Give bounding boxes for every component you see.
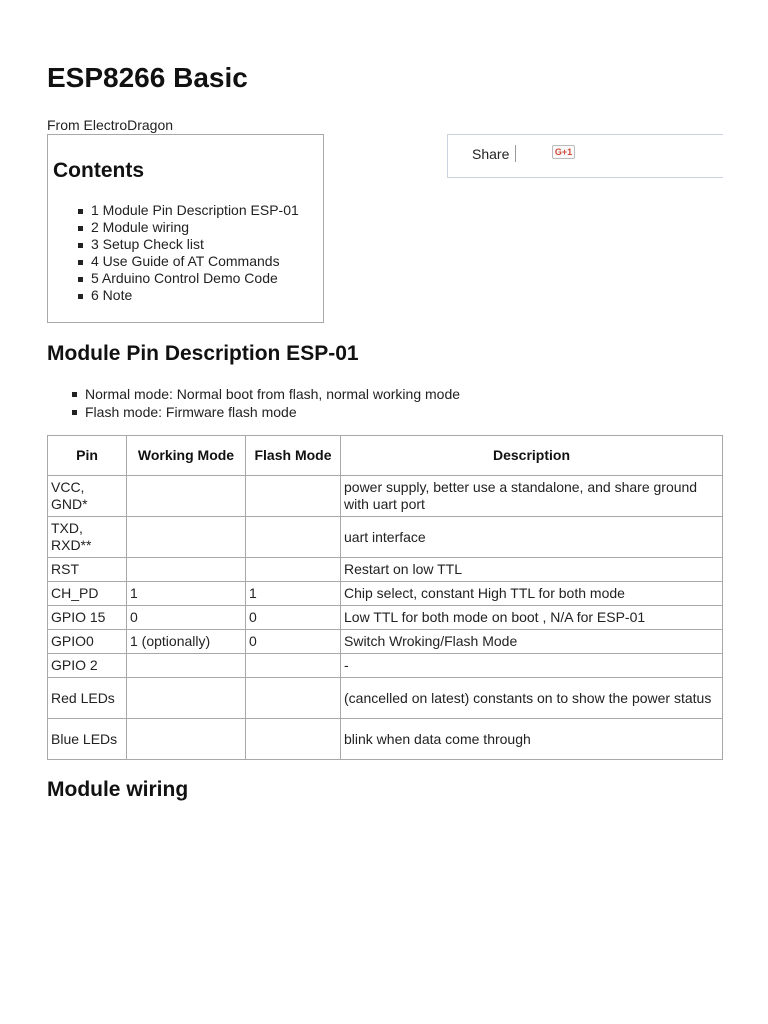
cell-pin: CH_PD (48, 582, 127, 606)
cell-flash-mode: 1 (246, 582, 341, 606)
table-row (48, 654, 723, 678)
toc-item[interactable] (48, 253, 299, 270)
cell-description: Switch Wroking/Flash Mode (341, 630, 723, 654)
cell-description: uart interface (341, 517, 723, 558)
column-header-flash-mode: Flash Mode (246, 436, 341, 476)
cell-pin: Red LEDs (48, 678, 127, 719)
bullet-icon (78, 294, 83, 299)
table-row (48, 678, 723, 719)
cell-working-mode (127, 476, 246, 517)
cell-pin: RST (48, 558, 127, 582)
column-header-description: Description (341, 436, 723, 476)
section-heading-module-wiring: Module wiring (47, 778, 189, 801)
toc-item-label[interactable]: 3 Setup Check list (91, 236, 204, 252)
cell-description: - (341, 654, 723, 678)
toc-item-label[interactable]: 1 Module Pin Description ESP-01 (91, 202, 299, 218)
table-row (48, 630, 723, 654)
table-row (48, 606, 723, 630)
cell-working-mode: 1 (optionally) (127, 630, 246, 654)
table-row (48, 582, 723, 606)
share-widget (447, 134, 723, 178)
cell-flash-mode (246, 654, 341, 678)
table-row (48, 517, 723, 558)
toc-item-label[interactable]: 5 Arduino Control Demo Code (91, 270, 278, 286)
cell-description: (cancelled on latest) constants on to show the power status (341, 678, 723, 719)
toc-item-label[interactable]: 2 Module wiring (91, 219, 190, 235)
cell-pin: TXD, RXD** (48, 517, 127, 558)
cell-pin: GPIO 15 (48, 606, 127, 630)
share-divider (515, 145, 516, 162)
cell-description: Chip select, constant High TTL for both mode (341, 582, 723, 606)
table-row (48, 719, 723, 760)
share-label[interactable]: Share (472, 146, 510, 162)
cell-working-mode (127, 558, 246, 582)
column-header-working-mode: Working Mode (127, 436, 246, 476)
toc-item-label[interactable]: 6 Note (91, 287, 133, 303)
cell-flash-mode: 0 (246, 630, 341, 654)
cell-flash-mode: 0 (246, 606, 341, 630)
cell-flash-mode (246, 558, 341, 582)
bullet-icon (78, 277, 83, 282)
bullet-icon (72, 410, 77, 415)
cell-working-mode: 0 (127, 606, 246, 630)
cell-working-mode (127, 517, 246, 558)
cell-working-mode (127, 678, 246, 719)
bullet-icon (78, 209, 83, 214)
bullet-icon (78, 226, 83, 231)
cell-description: blink when data come through (341, 719, 723, 760)
list-item-text: Normal mode: Normal boot from flash, normal working mode (85, 386, 461, 402)
cell-working-mode (127, 719, 246, 760)
list-item (47, 385, 460, 403)
google-plus-icon[interactable]: G+1 (552, 145, 575, 159)
table-row (48, 476, 723, 517)
toc-title: Contents (53, 159, 144, 182)
cell-pin: Blue LEDs (48, 719, 127, 760)
cell-pin: GPIO0 (48, 630, 127, 654)
list-item (47, 403, 460, 421)
cell-flash-mode (246, 517, 341, 558)
bullet-icon (72, 392, 77, 397)
cell-flash-mode (246, 678, 341, 719)
source-line: From ElectroDragon (47, 117, 174, 133)
toc-item[interactable] (48, 270, 299, 287)
mode-list (47, 385, 460, 421)
section-heading-pin-description: Module Pin Description ESP-01 (47, 342, 359, 365)
page-title: ESP8266 Basic (47, 62, 248, 93)
cell-pin: GPIO 2 (48, 654, 127, 678)
list-item-text: Flash mode: Firmware flash mode (85, 404, 297, 420)
cell-working-mode (127, 654, 246, 678)
cell-working-mode: 1 (127, 582, 246, 606)
cell-description: power supply, better use a standalone, and share ground with uart port (341, 476, 723, 517)
cell-flash-mode (246, 719, 341, 760)
bullet-icon (78, 260, 83, 265)
table-header-row (48, 436, 723, 476)
toc-item[interactable] (48, 202, 299, 219)
table-row (48, 558, 723, 582)
toc-list (48, 202, 299, 304)
cell-description: Restart on low TTL (341, 558, 723, 582)
bullet-icon (78, 243, 83, 248)
pin-table (47, 435, 723, 760)
toc-item-label[interactable]: 4 Use Guide of AT Commands (91, 253, 280, 269)
cell-pin: VCC, GND* (48, 476, 127, 517)
cell-flash-mode (246, 476, 341, 517)
column-header-pin: Pin (48, 436, 127, 476)
table-of-contents (47, 134, 324, 323)
toc-item[interactable] (48, 287, 299, 304)
toc-item[interactable] (48, 236, 299, 253)
cell-description: Low TTL for both mode on boot , N/A for ESP-01 (341, 606, 723, 630)
toc-item[interactable] (48, 219, 299, 236)
